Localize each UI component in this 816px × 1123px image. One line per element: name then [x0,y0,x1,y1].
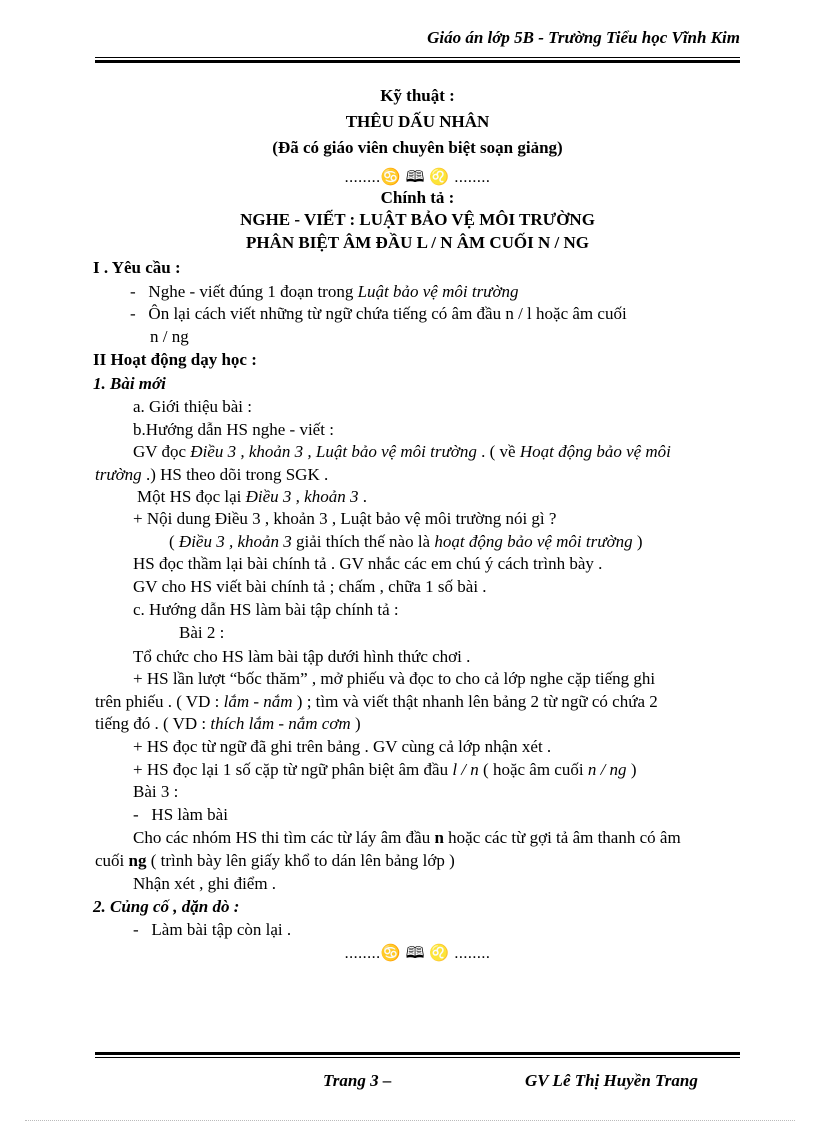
activities-heading: II Hoạt động dạy học : [93,350,257,369]
line-read-board: + HS đọc từ ngữ đã ghi trên bảng . GV cùng cả lớp nhận xét . [133,737,552,756]
line-gv-reads: GV đọc Điều 3 , khoản 3 , Luật bảo vệ môi trường . ( về Hoạt động bảo vệ môi [133,442,671,461]
subheading-new-lesson: 1. Bài mới [93,374,166,393]
line-silent-read: HS đọc thầm lại bài chính tả . GV nhắc các em chú ý cách trình bày . [133,554,603,573]
line-write: GV cho HS viết bài chính tả ; chấm , chữa 1 số bài . [133,577,487,596]
line-read-pairs: + HS đọc lại 1 số cặp từ ngữ phân biệt âm đầu l / n ( hoặc âm cuối n / ng ) [133,760,637,779]
req-item-2: - Ôn lại cách viết những từ ngữ chứa tiếng có âm đầu n / l hoặc âm cuối [130,304,627,323]
separator-ornament: ........♋ 🕮 ♌ ........ [344,169,491,186]
section1-note: (Đã có giáo viên chuyên biệt soạn giảng) [272,138,563,157]
req-item-2-cont: n / ng [150,327,189,346]
line-guide-dictation: b.Hướng dẫn HS nghe - viết : [133,420,334,439]
header-title: Giáo án lớp 5B - Trường Tiểu học Vĩnh Kim [427,28,740,47]
line-draw-lots-cont: trên phiếu . ( VD : lắm - nắm ) ; tìm và viết thật nhanh lên bảng 2 từ ngữ có chứa 2 [95,692,658,711]
line-group-contest: Cho các nhóm HS thi tìm các từ láy âm đầu n hoặc các từ gợi tả âm thanh có âm [133,828,681,847]
question-2: ( Điều 3 , khoản 3 giải thích thế nào là hoạt động bảo vệ môi trường ) [169,532,643,551]
section1-title: THÊU DẤU NHÂN [345,112,490,131]
line-homework: - Làm bài tập còn lại . [133,920,292,939]
line-do-exercise: - HS làm bài [133,805,228,824]
section2-title-1: NGHE - VIẾT : LUẬT BẢO VỆ MÔI TRƯỜNG [240,210,595,229]
header-rule-thin [95,57,740,58]
section2-subject: Chính tả : [380,188,455,207]
line-gv-reads-cont: trường .) HS theo dõi trong SGK . [95,465,329,484]
section1-subject: Kỹ thuật : [380,86,455,105]
line-group-contest-cont: cuối ng ( trình bày lên giấy khổ to dán lên bảng lớp ) [95,851,455,870]
footer-rule-thin [95,1057,740,1058]
line-game: Tổ chức cho HS làm bài tập dưới hình thức chơi . [133,647,471,666]
footer-page: Trang 3 – [323,1071,392,1090]
line-intro: a. Giới thiệu bài : [133,397,252,416]
header-rule-thick [95,60,740,63]
footer-teacher: GV Lê Thị Huyền Trang [525,1071,698,1090]
separator-ornament-2: ........♋ 🕮 ♌ ........ [344,945,491,962]
question-1: + Nội dung Điều 3 , khoản 3 , Luật bảo vệ môi trường nói gì ? [133,509,557,528]
exercise-3-label: Bài 3 : [133,782,179,801]
line-example: tiếng đó . ( VD : thích lắm - nắm cơm ) [95,714,361,733]
section2-title-2: PHÂN BIỆT ÂM ĐẦU L / N ÂM CUỐI N / NG [245,233,589,252]
requirements-heading: I . Yêu cầu : [93,258,181,277]
footer-rule-thick [95,1052,740,1055]
exercise-2-label: Bài 2 : [179,623,225,642]
subheading-consolidate: 2. Củng cố , dặn dò : [93,897,240,916]
req-item-1: - Nghe - viết đúng 1 đoạn trong Luật bảo vệ môi trường [130,282,519,301]
line-exercise-guide: c. Hướng dẫn HS làm bài tập chính tả : [133,600,399,619]
line-student-reads: Một HS đọc lại Điều 3 , khoản 3 . [137,487,367,506]
line-draw-lots: + HS lần lượt “bốc thăm” , mở phiếu và đọc to cho cả lớp nghe cặp tiếng ghi [133,669,656,688]
line-comment: Nhận xét , ghi điểm . [133,874,277,893]
page-bottom-border [25,1120,795,1121]
